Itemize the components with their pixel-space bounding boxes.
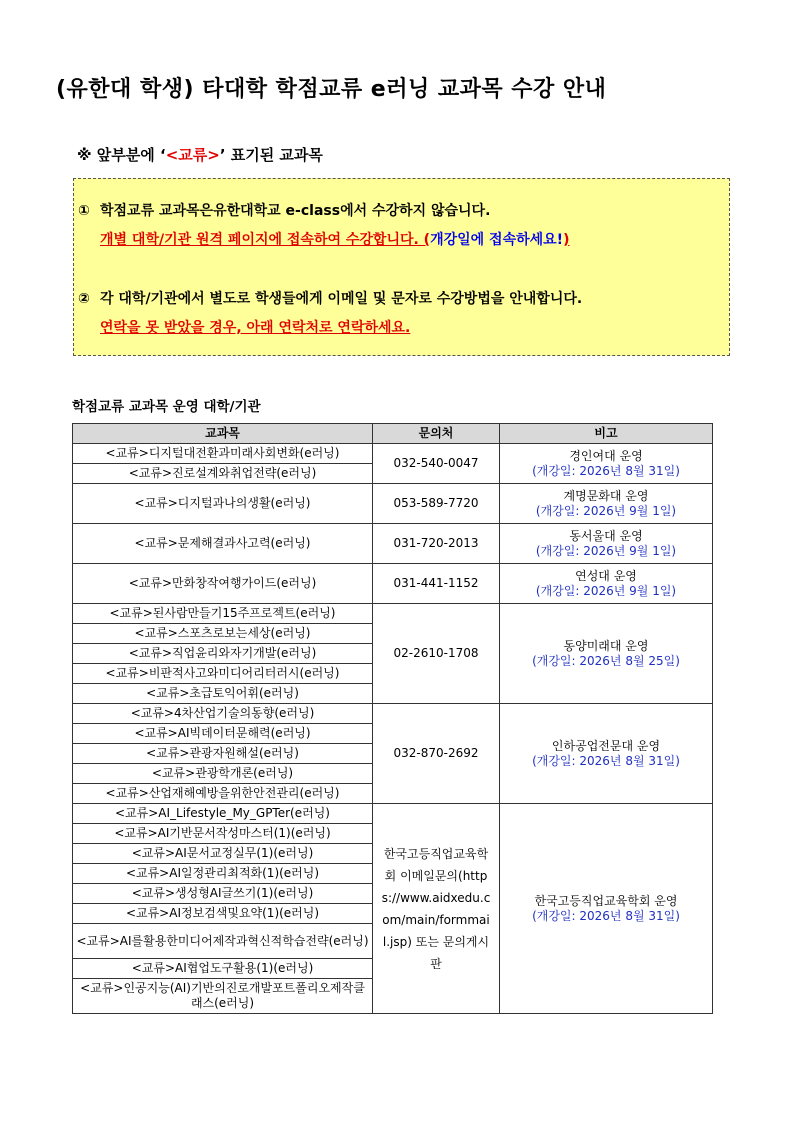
contact-cell: 032-540-0047 [373, 444, 500, 484]
start-date: (개강일: 2026년 8월 25일) [532, 653, 680, 668]
notice-item-1-red-a: 개별 대학/기관 원격 페이지에 접속하여 수강합니다. ( [100, 232, 431, 248]
table-row [73, 564, 713, 604]
operator-label: 한국고등직업교육학회 운영 [534, 893, 678, 908]
course-cell: <교류>AI정보검색및요약(1)(e러닝) [73, 904, 373, 924]
notice-item-1-text: 학점교류 교과목은유한대학교 e-class에서 수강하지 않습니다. [100, 203, 491, 219]
course-cell: <교류>AI_Lifestyle_My_GPTer(e러닝) [73, 804, 373, 824]
subtitle [77, 144, 323, 165]
table-row [73, 484, 713, 524]
table-row [73, 524, 713, 564]
operator-label: 경인여대 운영 [569, 448, 643, 463]
course-cell: <교류>만화창작여행가이드(e러닝) [73, 564, 373, 604]
circled-one-marker: ① [78, 203, 90, 219]
header-note: 비고 [500, 424, 713, 444]
notice-box [73, 178, 730, 356]
table-row [73, 704, 713, 724]
start-date: (개강일: 2026년 9월 1일) [535, 503, 677, 518]
note-cell [500, 524, 713, 564]
course-cell: <교류>비판적사고와미디어리터러시(e러닝) [73, 664, 373, 684]
start-date: (개강일: 2026년 8월 31일) [532, 753, 680, 768]
header-course: 교과목 [73, 424, 373, 444]
circled-two-marker: ② [78, 291, 90, 307]
contact-cell: 한국고등직업교육학회 이메일문의(https://www.aidxedu.com/main/formmail.jsp) 또는 문의게시판 [373, 804, 500, 1014]
table-row [73, 804, 713, 824]
operator-label: 연성대 운영 [575, 568, 637, 583]
course-cell: <교류>인공지능(AI)기반의진로개발포트폴리오제작클래스(e러닝) [73, 979, 373, 1014]
course-cell: <교류>관광자원해설(e러닝) [73, 744, 373, 764]
start-date: (개강일: 2026년 9월 1일) [535, 543, 677, 558]
start-date: (개강일: 2026년 8월 31일) [532, 463, 680, 478]
note-cell [500, 484, 713, 524]
course-cell: <교류>디지털대전환과미래사회변화(e러닝) [73, 444, 373, 464]
course-cell: <교류>AI기반문서작성마스터(1)(e러닝) [73, 824, 373, 844]
contact-cell: 02-2610-1708 [373, 604, 500, 704]
course-cell: <교류>된사람만들기15주프로젝트(e러닝) [73, 604, 373, 624]
contact-cell: 053-589-7720 [373, 484, 500, 524]
course-cell: <교류>진로설계와취업전략(e러닝) [73, 464, 373, 484]
course-cell: <교류>AI를활용한미디어제작과혁신적학습전략(e러닝) [73, 924, 373, 959]
course-cell: <교류>AI일정관리최적화(1)(e러닝) [73, 864, 373, 884]
course-cell: <교류>AI문서교정실무(1)(e러닝) [73, 844, 373, 864]
operator-label: 인하공업전문대 운영 [551, 738, 661, 753]
subtitle-suffix: ’ 표기된 교과목 [219, 146, 323, 164]
table-row [73, 444, 713, 464]
note-cell [500, 564, 713, 604]
subtitle-tag: <교류> [165, 146, 220, 164]
operator-label: 동양미래대 운영 [563, 638, 649, 653]
subtitle-prefix: ※ 앞부분에 ‘ [77, 146, 166, 164]
notice-item-2-warning [100, 317, 410, 337]
notice-item-2-text: 각 대학/기관에서 별도로 학생들에게 이메일 및 문자로 수강방법을 안내합니다. [100, 291, 583, 307]
note-cell [500, 704, 713, 804]
course-cell: <교류>생성형AI글쓰기(1)(e러닝) [73, 884, 373, 904]
contact-cell: 031-441-1152 [373, 564, 500, 604]
notice-item-2 [78, 288, 582, 308]
notice-item-1-blue: 개강일에 접속하세요! [430, 232, 564, 248]
course-cell: <교류>4차산업기술의동향(e러닝) [73, 704, 373, 724]
notice-item-1 [78, 200, 490, 220]
course-cell: <교류>직업윤리와자기개발(e러닝) [73, 644, 373, 664]
table-row [73, 604, 713, 624]
course-cell: <교류>초급토익어휘(e러닝) [73, 684, 373, 704]
course-cell: <교류>디지털과나의생활(e러닝) [73, 484, 373, 524]
start-date: (개강일: 2026년 9월 1일) [535, 583, 677, 598]
section-title: 학점교류 교과목 운영 대학/기관 [72, 399, 261, 415]
course-table [72, 423, 713, 1014]
course-cell: <교류>관광학개론(e러닝) [73, 764, 373, 784]
note-cell [500, 604, 713, 704]
course-cell: <교류>AI빅데이터문해력(e러닝) [73, 724, 373, 744]
course-cell: <교류>AI협업도구활용(1)(e러닝) [73, 959, 373, 979]
course-cell: <교류>산업재해예방을위한안전관리(e러닝) [73, 784, 373, 804]
course-cell: <교류>문제해결과사고력(e러닝) [73, 524, 373, 564]
contact-cell: 032-870-2692 [373, 704, 500, 804]
contact-cell: 031-720-2013 [373, 524, 500, 564]
start-date: (개강일: 2026년 8월 31일) [532, 908, 680, 923]
table-header-row [73, 424, 713, 444]
notice-item-1-warning [100, 229, 569, 249]
page-title: (유한대 학생) 타대학 학점교류 e러닝 교과목 수강 안내 [56, 77, 607, 102]
header-contact: 문의처 [373, 424, 500, 444]
notice-item-2-red: 연락을 못 받았을 경우, 아래 연락처로 연락하세요. [100, 320, 411, 336]
course-cell: <교류>스포츠로보는세상(e러닝) [73, 624, 373, 644]
operator-label: 동서울대 운영 [569, 528, 643, 543]
operator-label: 계명문화대 운영 [563, 488, 649, 503]
notice-item-1-red-b: ) [563, 232, 570, 248]
note-cell [500, 804, 713, 1014]
note-cell [500, 444, 713, 484]
